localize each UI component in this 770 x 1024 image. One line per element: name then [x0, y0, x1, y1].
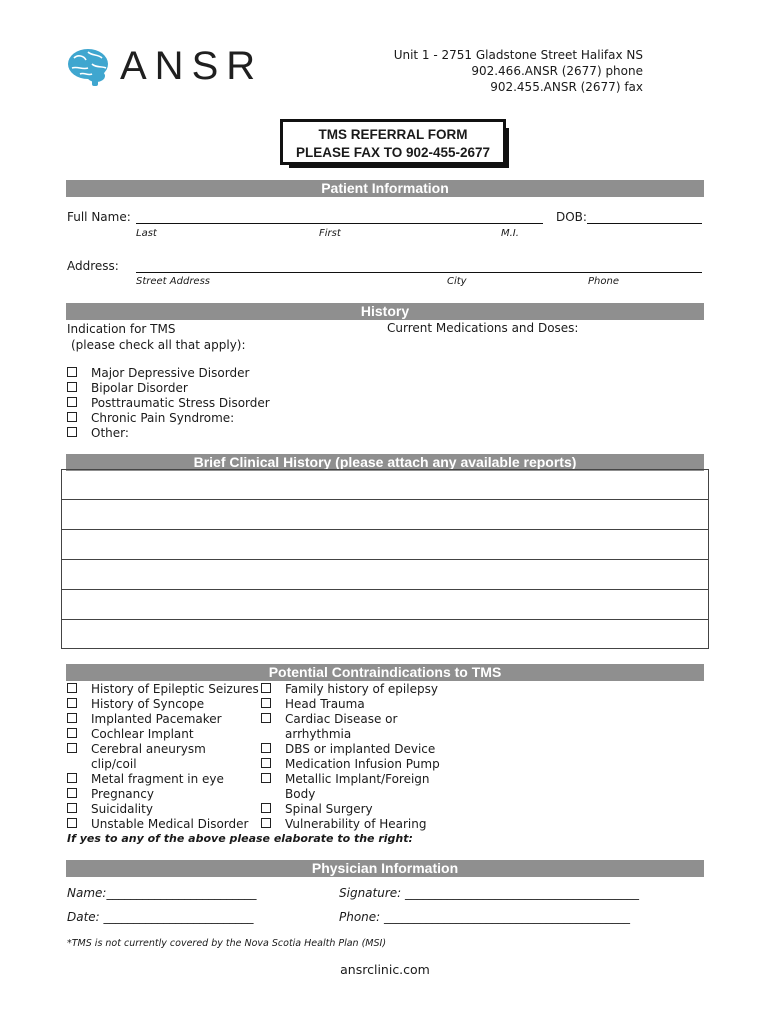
- contraindications-right: [261, 682, 440, 832]
- checkbox[interactable]: [261, 698, 271, 708]
- checkbox-item: [261, 772, 440, 802]
- indication-option: [67, 396, 270, 411]
- checkbox-item: [261, 817, 440, 832]
- option-label: Major Depressive Disorder: [91, 366, 250, 380]
- clinical-history-row[interactable]: [62, 620, 708, 650]
- option-label: Posttraumatic Stress Disorder: [91, 396, 270, 410]
- checkbox[interactable]: [261, 743, 271, 753]
- caption-first: First: [319, 228, 341, 239]
- clinical-history-row[interactable]: [62, 470, 708, 500]
- checkbox-item: [67, 727, 259, 742]
- clinical-history-row[interactable]: [62, 500, 708, 530]
- indication-text: Indication for TMS: [67, 322, 176, 336]
- checkbox[interactable]: [261, 683, 271, 693]
- checkbox-label: Suicidality: [91, 802, 153, 816]
- checkbox-label: Family history of epilepsy: [285, 682, 438, 696]
- patient-info-header: Patient Information: [66, 180, 704, 197]
- checkbox[interactable]: [67, 683, 77, 693]
- contact-block: [394, 47, 643, 95]
- checkbox-label: clip/coil: [91, 757, 137, 771]
- brand-name: ANSR: [120, 44, 264, 88]
- physician-info-header: Physician Information: [66, 860, 704, 877]
- checkbox[interactable]: [67, 698, 77, 708]
- phone-line: 902.466.ANSR (2677) phone: [471, 64, 643, 78]
- checkbox-label: Medication Infusion Pump: [285, 757, 440, 771]
- checkbox-item: [67, 712, 259, 727]
- caption-last: Last: [136, 228, 157, 239]
- checkbox[interactable]: [67, 397, 77, 407]
- clinical-history-header: Brief Clinical History (please attach any available reports): [66, 454, 704, 471]
- checkbox[interactable]: [67, 788, 77, 798]
- clinical-history-row[interactable]: [62, 530, 708, 560]
- indication-option: [67, 366, 270, 381]
- full-name-field[interactable]: [136, 223, 543, 224]
- form-title-box: [280, 119, 506, 165]
- checkbox-label: arrhythmia: [285, 727, 352, 741]
- dob-field[interactable]: [587, 223, 702, 224]
- checkbox-label: DBS or implanted Device: [285, 742, 436, 756]
- checkbox-label: Head Trauma: [285, 697, 365, 711]
- caption-city: City: [447, 276, 467, 287]
- checkbox-label: History of Epileptic Seizures: [91, 682, 259, 696]
- checkbox[interactable]: [67, 412, 77, 422]
- address-line: Unit 1 - 2751 Gladstone Street Halifax NS: [393, 48, 643, 62]
- option-label: Chronic Pain Syndrome:: [91, 411, 235, 425]
- clinical-history-row[interactable]: [62, 560, 708, 590]
- option-label: Other:: [91, 426, 129, 440]
- fax-line: 902.455.ANSR (2677) fax: [490, 80, 643, 94]
- checkbox-item: [67, 697, 259, 712]
- physician-phone-field[interactable]: Phone: _________________________________________: [339, 910, 631, 924]
- checkbox[interactable]: [67, 728, 77, 738]
- caption-mi: M.I.: [501, 228, 519, 239]
- checkbox-label: Body: [285, 787, 316, 801]
- checkbox-label: Cerebral aneurysm: [91, 742, 206, 756]
- dob-label: DOB:: [556, 210, 587, 224]
- checkbox-item: [67, 682, 259, 697]
- indication-label: [67, 321, 246, 353]
- checkbox[interactable]: [67, 382, 77, 392]
- elaborate-note: If yes to any of the above please elaborate to the right:: [67, 832, 413, 845]
- caption-phone: Phone: [588, 276, 619, 287]
- checkbox-item: [67, 802, 259, 817]
- checkbox-label: Cochlear Implant: [91, 727, 194, 741]
- indication-instruction: (please check all that apply):: [71, 338, 246, 352]
- physician-signature-field[interactable]: Signature: _______________________________________: [339, 886, 640, 900]
- checkbox-label: Cardiac Disease or: [285, 712, 398, 726]
- msi-disclaimer: *TMS is not currently covered by the Nova Scotia Health Plan (MSI): [67, 938, 387, 949]
- checkbox-label: Vulnerability of Hearing: [285, 817, 427, 831]
- contraindications-header: Potential Contraindications to TMS: [66, 664, 704, 681]
- checkbox[interactable]: [67, 773, 77, 783]
- checkbox-item: [261, 712, 440, 742]
- physician-name-field[interactable]: Name:_________________________: [67, 886, 257, 900]
- checkbox-item: [261, 682, 440, 697]
- indication-option: [67, 426, 270, 441]
- medications-label: Current Medications and Doses:: [387, 321, 579, 335]
- checkbox-label: Metal fragment in eye: [91, 772, 224, 786]
- checkbox-item: [261, 802, 440, 817]
- checkbox[interactable]: [261, 773, 271, 783]
- checkbox-label: Unstable Medical Disorder: [91, 817, 249, 831]
- checkbox-item: [67, 772, 259, 787]
- ansr-logo: [66, 44, 276, 88]
- checkbox[interactable]: [67, 713, 77, 723]
- brain-icon: [66, 44, 116, 88]
- contraindications-left: [67, 682, 259, 832]
- caption-street: Street Address: [136, 276, 211, 287]
- checkbox[interactable]: [261, 758, 271, 768]
- history-header: History: [66, 303, 704, 320]
- checkbox[interactable]: [261, 818, 271, 828]
- checkbox[interactable]: [67, 427, 77, 437]
- website-footer: ansrclinic.com: [340, 962, 430, 977]
- checkbox[interactable]: [67, 743, 77, 753]
- checkbox[interactable]: [261, 713, 271, 723]
- checkbox-label: Implanted Pacemaker: [91, 712, 222, 726]
- checkbox-label: Pregnancy: [91, 787, 154, 801]
- clinical-history-grid: [61, 469, 709, 649]
- option-label: Bipolar Disorder: [91, 381, 188, 395]
- checkbox-item: [261, 757, 440, 772]
- indication-options: [67, 366, 270, 441]
- fax-instruction: PLEASE FAX TO 902-455-2677: [295, 145, 491, 160]
- clinical-history-row[interactable]: [62, 590, 708, 620]
- checkbox[interactable]: [67, 818, 77, 828]
- address-field[interactable]: [136, 272, 702, 273]
- full-name-label: Full Name:: [67, 210, 131, 224]
- checkbox-item: [67, 787, 259, 802]
- checkbox[interactable]: [261, 803, 271, 813]
- address-label: Address:: [67, 259, 119, 273]
- form-title: TMS REFERRAL FORM: [318, 127, 468, 142]
- checkbox-label: Metallic Implant/Foreign: [285, 772, 430, 786]
- checkbox[interactable]: [67, 367, 77, 377]
- checkbox-label: History of Syncope: [91, 697, 205, 711]
- checkbox-item: [67, 742, 259, 772]
- checkbox[interactable]: [67, 803, 77, 813]
- checkbox-label: Spinal Surgery: [285, 802, 373, 816]
- checkbox-item: [67, 817, 259, 832]
- checkbox-item: [261, 742, 440, 757]
- date-field[interactable]: Date: _________________________: [67, 910, 254, 924]
- indication-option: [67, 411, 270, 426]
- checkbox-item: [261, 697, 440, 712]
- indication-option: [67, 381, 270, 396]
